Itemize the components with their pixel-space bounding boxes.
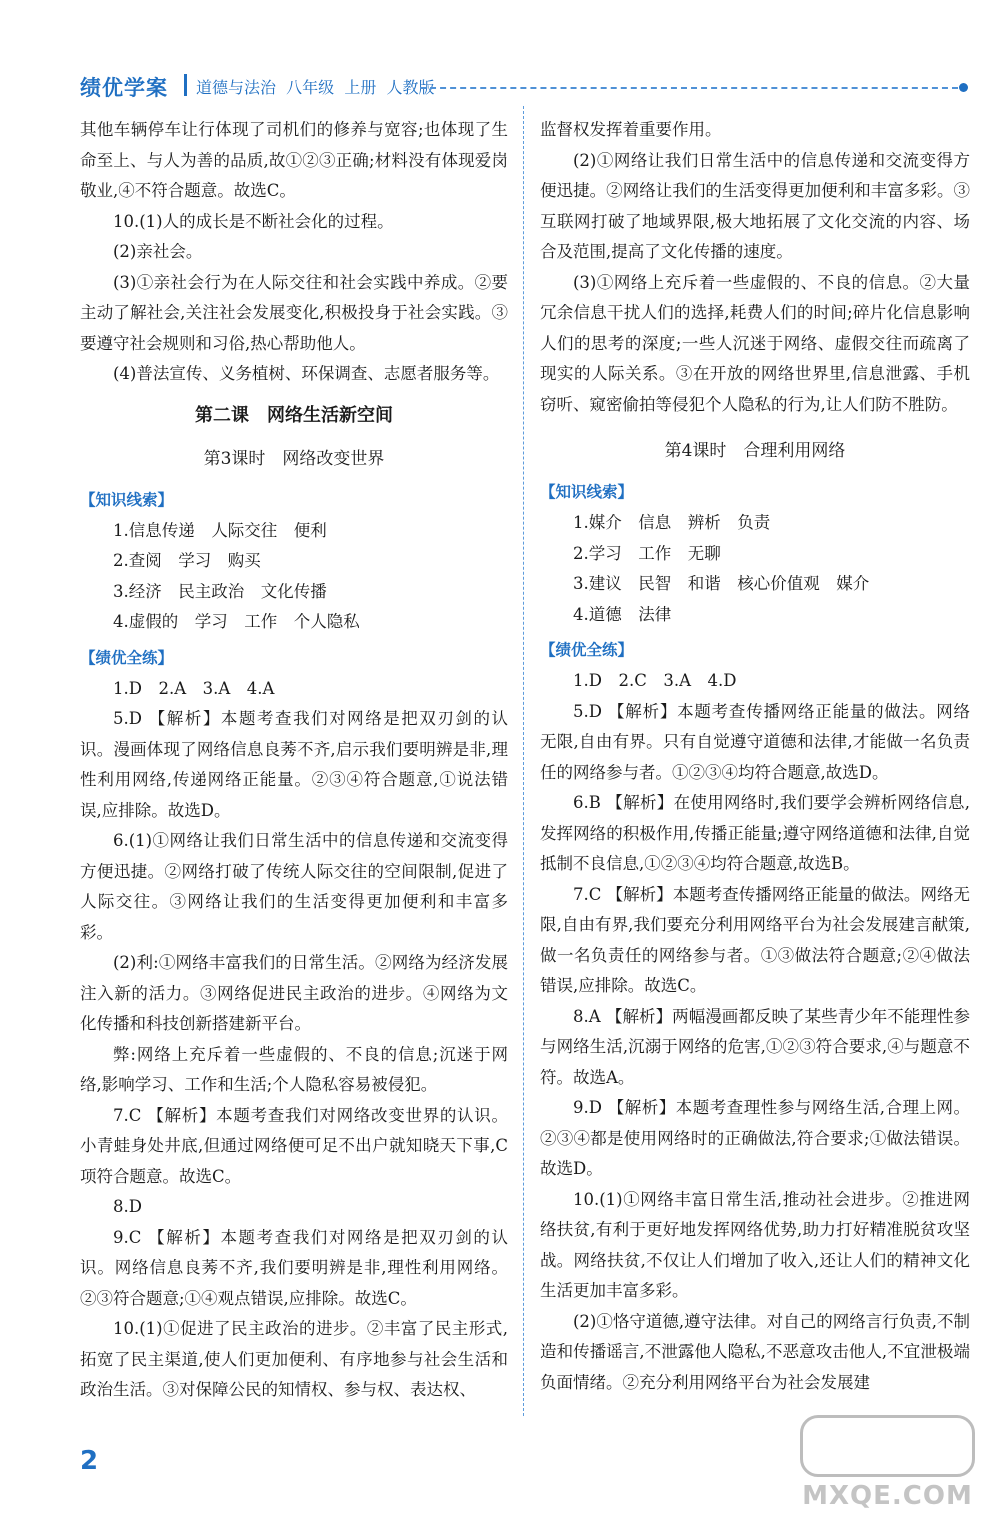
paragraph: (3)①亲社会行为在人际交往和社会实践中养成。②要主动了解社会,关注社会发展变化,积极投身于社会实践。③要遵守社会规则和习俗,热心帮助他人。 xyxy=(80,272,508,353)
answer-paragraph: 8.D xyxy=(113,1197,142,1216)
list-item: 4.虚假的 学习 工作 个人隐私 xyxy=(113,612,360,631)
answer-paragraph: 弊:网络上充斥着一些虚假的、不良的信息;沉迷于网络,影响学习、工作和生活;个人隐私容易被侵犯。 xyxy=(80,1044,508,1094)
answer-paragraph: 5.D 【解析】本题考查我们对网络是把双刃剑的认识。漫画体现了网络信息良莠不齐,启示我们要明辨是非,理性利用网络,传递网络正能量。②③④符合题意,①说法错误,应排除。故选D。 xyxy=(80,709,508,820)
column-divider xyxy=(523,106,524,1416)
paragraph: (2)亲社会。 xyxy=(113,242,203,261)
left-column xyxy=(80,115,508,1406)
answer-paragraph: 6.B 【解析】在使用网络时,我们要学会辨析网络信息,发挥网络的积极作用,传播正能量;遵守网络道德和法律,自觉抵制不良信息,①②③④均符合题意,故选B。 xyxy=(540,793,970,873)
lesson-title: 第二课 网络生活新空间 xyxy=(195,404,393,426)
practice-tag: 【绩优全练】 xyxy=(80,648,174,667)
list-item: 3.建议 民智 和谐 核心价值观 媒介 xyxy=(573,574,870,593)
right-column xyxy=(540,115,970,1398)
page-header xyxy=(80,70,970,106)
answer-paragraph: 10.(1)①促进了民主政治的进步。②丰富了民主形式,拓宽了民主渠道,使人们更加便利、有序地参与社会生活和政治生活。③对保障公民的知情权、参与权、表达权、 xyxy=(80,1319,508,1399)
paragraph: 监督权发挥着重要作用。 xyxy=(540,120,722,139)
list-item: 2.学习 工作 无聊 xyxy=(573,543,721,563)
answer-paragraph: (2)①恪守道德,遵守法律。对自己的网络言行负责,不制造和传播谣言,不泄露他人隐私,不恶意攻击他人,不宜泄极端负面情绪。②充分利用网络平台为社会发展建 xyxy=(540,1311,970,1392)
practice-tag: 【绩优全练】 xyxy=(540,641,634,659)
answer-paragraph: 7.C 【解析】本题考查我们对网络改变世界的认识。小青蛙身处井底,但通过网络便可足不出户就知晓天下事,C项符合题意。故选C。 xyxy=(80,1105,508,1186)
section-title: 第3课时 网络改变世界 xyxy=(203,448,385,469)
page-number: 2 xyxy=(80,1446,99,1476)
paragraph: 10.(1)人的成长是不断社会化的过程。 xyxy=(113,211,394,231)
answer-paragraph: 10.(1)①网络丰富日常生活,推动社会进步。②推进网络扶贫,有利于更好地发挥网络优势,助力打好精准脱贫攻坚战。网络扶贫,不仅让人们增加了收入,还让人们的精神文化生活更加丰富多彩。 xyxy=(540,1189,970,1300)
list-item: 1.媒介 信息 辨析 负责 xyxy=(573,513,771,532)
list-item: 2.查阅 学习 购买 xyxy=(113,551,261,570)
section-title: 第4课时 合理利用网络 xyxy=(664,441,846,461)
paragraph: (3)①网络上充斥着一些虚假的、不良的信息。②大量冗余信息干扰人们的选择,耗费人们的时间;碎片化信息影响人们的思考的深度;一些人沉迷于网络、虚假交往而疏离了现实的人际关系。③在开放的网络世界里,信息泄露、手机窃听、窥密偷拍等侵犯个人隐私的行为,让人们防不胜防。 xyxy=(540,272,970,414)
answers-line: 1.D 2.A 3.A 4.A xyxy=(113,678,275,698)
list-item: 3.经济 民主政治 文化传播 xyxy=(113,581,327,601)
knowledge-tag: 【知识线索】 xyxy=(540,483,634,501)
paragraph: 其他车辆停车让行体现了司机们的修养与宽容;也体现了生命至上、与人为善的品质,故①②③正确;材料没有体现爱岗敬业,④不符合题意。故选C。 xyxy=(80,120,508,200)
watermark-logo xyxy=(800,1415,975,1520)
answers-line: 1.D 2.C 3.A 4.D xyxy=(573,671,737,690)
paragraph: (2)①网络让我们日常生活中的信息传递和交流变得方便迅捷。②网络让我们的生活变得更加便利和丰富多彩。③互联网打破了地域界限,极大地拓展了文化交流的内容、场合及范围,提高了文化传播的速度。 xyxy=(540,150,970,261)
brand-divider xyxy=(184,74,187,96)
watermark-url: MXQE.COM xyxy=(802,1481,973,1511)
answer-paragraph: 9.D 【解析】本题考查理性参与网络生活,合理上网。②③④都是使用网络时的正确做法,符合要求;①做法错误。故选D。 xyxy=(540,1098,970,1178)
answer-paragraph: (2)利:①网络丰富我们的日常生活。②网络为经济发展注入新的活力。③网络促进民主政治的进步。④网络为文化传播和科技创新搭建新平台。 xyxy=(80,953,508,1033)
answer-paragraph: 9.C 【解析】本题考查我们对网络是把双刃剑的认识。网络信息良莠不齐,我们要明辨是非,理性利用网络。②③符合题意;①④观点错误,应排除。故选C。 xyxy=(80,1227,508,1308)
paragraph: (4)普法宣传、义务植树、环保调查、志愿者服务等。 xyxy=(113,364,500,383)
header-subtitle: 道德与法治 八年级 上册 人教版 xyxy=(196,78,435,97)
answer-paragraph: 8.A 【解析】两幅漫画都反映了某些青少年不能理性参与网络生活,沉溺于网络的危害,①②③符合要求,④与题意不符。故选A。 xyxy=(540,1006,970,1087)
header-dashed-line xyxy=(420,87,958,89)
watermark-badge xyxy=(800,1415,975,1477)
answer-paragraph: 5.D 【解析】本题考查传播网络正能量的做法。网络无限,自由有界。只有自觉遵守道德和法律,才能做一名负责任的网络参与者。①②③④均符合题意,故选D。 xyxy=(540,701,970,782)
brand-logo: 绩优学案 xyxy=(80,76,168,100)
answer-paragraph: 6.(1)①网络让我们日常生活中的信息传递和交流变得方便迅捷。②网络打破了传统人际交往的空间限制,促进了人际交往。③网络让我们的生活变得更加便利和丰富多彩。 xyxy=(80,831,508,942)
header-dot-icon xyxy=(959,83,968,92)
answer-paragraph: 7.C 【解析】本题考查传播网络正能量的做法。网络无限,自由有界,我们要充分利用网络平台为社会发展建言献策,做一名负责任的网络参与者。①③做法符合题意;②④做法错误,应排除。故选C。 xyxy=(540,884,970,995)
list-item: 1.信息传递 人际交往 便利 xyxy=(113,520,327,540)
list-item: 4.道德 法律 xyxy=(573,604,672,624)
knowledge-tag: 【知识线索】 xyxy=(80,490,174,509)
